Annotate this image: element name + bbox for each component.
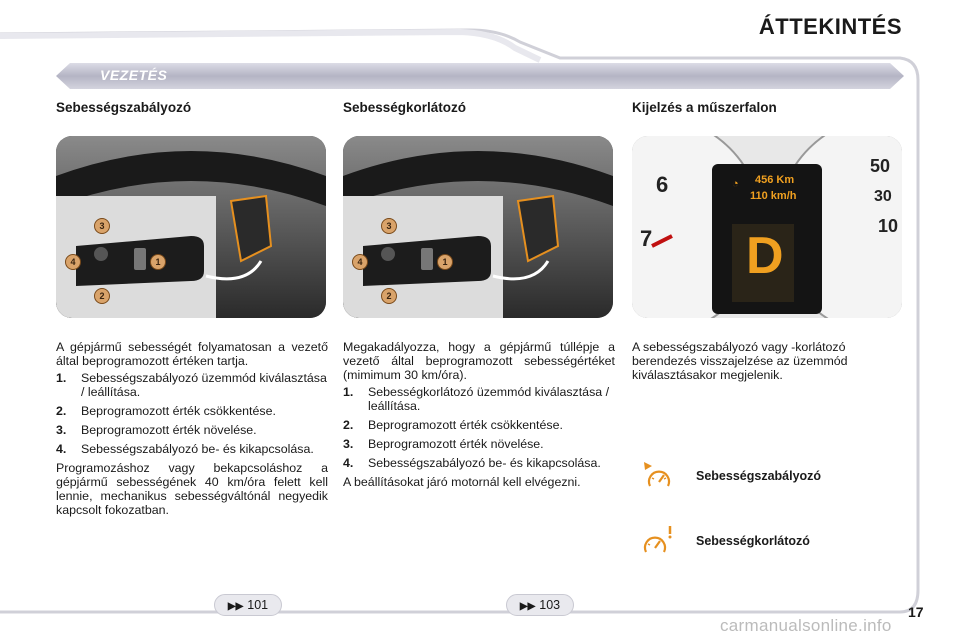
callout-3: 3 (381, 218, 397, 234)
column-cruise-control (56, 100, 328, 520)
double-arrow-icon: ▶▶ (227, 601, 244, 612)
callout-4: 4 (352, 254, 368, 270)
list-item: 2. Beprogramozott érték csökkentése. (56, 404, 276, 418)
callout-1: 1 (437, 254, 453, 270)
intro-text: A gépjármű sebességét folyamatosan a vezető által beprogramozott értéken tartja. (56, 340, 328, 368)
page-ref-101[interactable] (214, 594, 282, 616)
column-speed-limiter (343, 100, 615, 492)
column-body (632, 340, 904, 382)
speed-label-10: 10 (878, 216, 899, 236)
watermark: carmanualsonline.info (720, 616, 892, 635)
dashboard-photo (632, 136, 902, 318)
callout-2: 2 (94, 288, 110, 304)
callout-4: 4 (65, 254, 81, 270)
dash-distance: 456 Km (755, 174, 795, 186)
rpm-label-7: 7 (640, 226, 653, 251)
ref-page: 103 (539, 598, 561, 612)
cruise-control-icon (640, 460, 676, 492)
list-item: 4. Sebességszabályozó be- és kikapcsolása. (343, 456, 601, 470)
list-item: 4. Sebességszabályozó be- és kikapcsolása. (56, 442, 314, 456)
ref-page: 101 (247, 598, 269, 612)
list-item: 2. Beprogramozott érték csökkentése. (343, 418, 563, 432)
intro-text: A sebességszabályozó vagy -korlátozó berendezés visszajelzése az üzemmód kiválasztásakor megjelenik. (632, 340, 848, 382)
list-item: 3. Beprogramozott érték növelése. (343, 437, 544, 451)
page-ref-103[interactable] (506, 594, 574, 616)
column-heading: Sebességkorlátozó (343, 100, 467, 115)
double-arrow-icon: ▶▶ (519, 601, 536, 612)
indicator-cruise-control (640, 460, 821, 492)
speed-label-50: 50 (870, 156, 891, 176)
indicator-label: Sebességkorlátozó (696, 534, 810, 548)
feature-list (343, 385, 615, 470)
intro-text: Megakadályozza, hogy a gépjármű túllépje a vezető által beprogramozott sebességértéket (mimimum 30 km/óra). (343, 340, 615, 382)
indicator-label: Sebességszabályozó (696, 469, 822, 483)
speed-limiter-icon (640, 524, 676, 558)
section-banner (56, 63, 904, 89)
section-banner-label: VEZETÉS (100, 67, 168, 83)
dash-gear: D (746, 227, 784, 285)
column-heading: Sebességszabályozó (56, 100, 192, 115)
column-dashboard-display (632, 100, 904, 385)
callout-2: 2 (381, 288, 397, 304)
rpm-label-6: 6 (656, 172, 669, 197)
list-item: 3. Beprogramozott érték növelése. (56, 423, 257, 437)
column-body (56, 340, 328, 517)
callout-1: 1 (150, 254, 166, 270)
feature-list (56, 371, 328, 456)
list-item: 1. Sebességszabályozó üzemmód kiválasztása / leállítása. (56, 371, 327, 399)
dash-cruise-icon: ◔ (732, 178, 739, 190)
outro-text: A beállításokat járó motornál kell elvégezni. (343, 475, 581, 489)
outro-text: Programozáshoz vagy bekapcsoláshoz a gépjármű sebességének 40 km/óra felett kell lennie, mechanikus sebességváltónál negyedik kapcsolt fokozatban. (56, 461, 328, 517)
list-item: 1. Sebességkorlátozó üzemmód kiválasztása / leállítása. (343, 385, 610, 413)
indicator-speed-limiter (640, 524, 810, 558)
steering-stalk-photo (56, 136, 326, 318)
callout-3: 3 (94, 218, 110, 234)
column-body (343, 340, 615, 489)
dash-speed: 110 km/h (750, 190, 797, 202)
column-heading: Kijelzés a műszerfalon (632, 100, 777, 115)
steering-stalk-photo (343, 136, 613, 318)
speed-label-30: 30 (874, 188, 892, 205)
page-number: 17 (908, 604, 924, 620)
page-title: ÁTTEKINTÉS (758, 14, 902, 39)
